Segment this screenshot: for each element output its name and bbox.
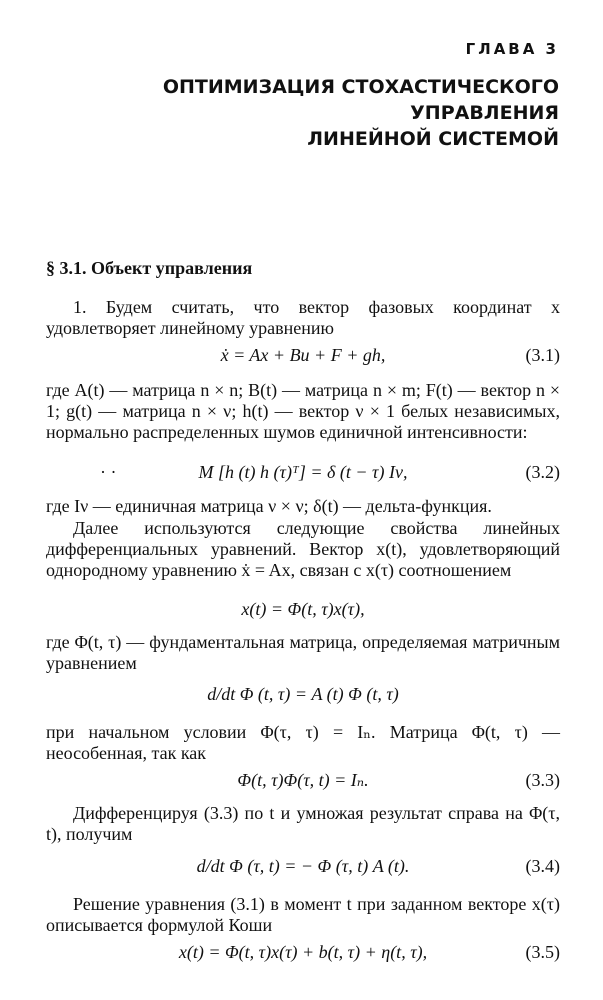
equation-3-1-formula: ẋ = Ax + Bu + F + gh,	[220, 345, 386, 365]
equation-3-4-number: (3.4)	[525, 856, 560, 876]
equation-3-3-formula: Φ(t, τ)Φ(τ, t) = Iₙ.	[237, 770, 369, 790]
chapter-title-line-2: ЛИНЕЙНОЙ СИСТЕМОЙ	[307, 128, 559, 150]
equation-3-4	[46, 854, 560, 878]
equation-3-1-number: (3.1)	[525, 345, 560, 365]
equation-3-4-formula: d/dt Φ (τ, t) = − Φ (τ, t) A (t).	[196, 856, 410, 876]
equation-3-2-number: (3.2)	[525, 462, 560, 482]
equation-x-phi-formula: x(t) = Φ(t, τ)x(τ),	[241, 599, 365, 619]
equation-3-3-number: (3.3)	[525, 770, 560, 790]
chapter-title-line-1: ОПТИМИЗАЦИЯ СТОХАСТИЧЕСКОГО УПРАВЛЕНИЯ	[162, 76, 559, 124]
equation-3-2	[46, 460, 560, 484]
section-heading: § 3.1. Объект управления	[46, 258, 253, 278]
paragraph-7: Дифференцируя (3.3) по t и умножая результат справа на Φ(τ, t), получим	[46, 803, 560, 844]
paragraph-4: Далее используются следующие свойства линейных дифференциальных уравнений. Вектор x(t), удовлетворяющий однородному уравнению ẋ = Ax, связан с x(τ) соотношением	[46, 518, 560, 580]
equation-3-5-formula: x(t) = Φ(t, τ)x(τ) + b(t, τ) + η(t, τ),	[178, 942, 428, 962]
equation-3-5	[46, 940, 560, 964]
equation-3-1	[46, 343, 560, 367]
equation-phi-derivative-formula: d/dt Φ (t, τ) = A (t) Φ (t, τ)	[207, 684, 399, 704]
equation-x-phi	[46, 597, 560, 621]
paragraph-5: где Φ(t, τ) — фундаментальная матрица, определяемая матричным уравнением	[46, 632, 560, 673]
paragraph-6: при начальном условии Φ(τ, τ) = Iₙ. Матрица Φ(t, τ) — неособенная, так как	[46, 722, 560, 763]
stray-dots: · ·	[100, 462, 117, 482]
chapter-title	[39, 74, 559, 152]
equation-3-2-formula: M [h (t) h (τ)ᵀ] = δ (t − τ) Iν,	[198, 462, 408, 482]
paragraph-3: где Iν — единичная матрица ν × ν; δ(t) — дельта-функция.	[46, 496, 492, 516]
equation-3-5-number: (3.5)	[525, 942, 560, 962]
paragraph-2: где A(t) — матрица n × n; B(t) — матрица n × m; F(t) — вектор n × 1; g(t) — матрица n × ν; h(t) — вектор ν × 1 белых независимых, нормально распределенных шумов единичной интенсивности:	[46, 380, 560, 442]
chapter-label: ГЛАВА 3	[465, 40, 559, 58]
equation-3-3	[46, 768, 560, 792]
paragraph-8: Решение уравнения (3.1) в момент t при заданном векторе x(τ) описывается формулой Коши	[46, 894, 560, 935]
paragraph-1: 1. Будем считать, что вектор фазовых координат x удовлетворяет линейному уравнению	[46, 297, 560, 338]
equation-phi-derivative	[46, 682, 560, 706]
